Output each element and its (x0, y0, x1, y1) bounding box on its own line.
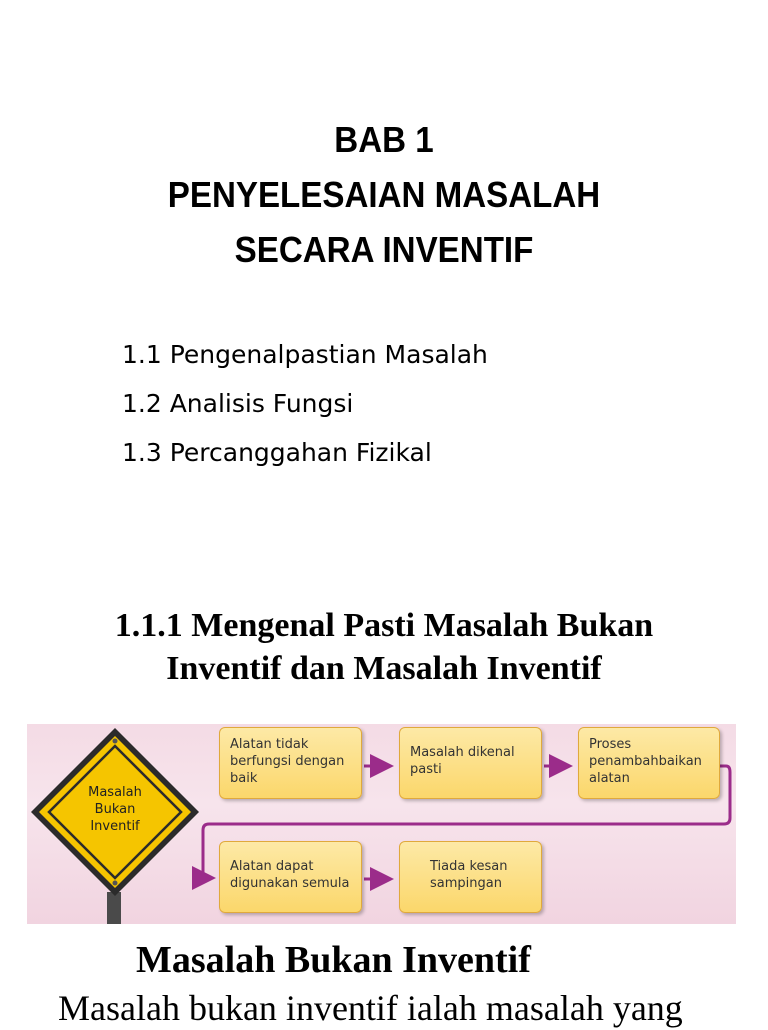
flow-step-box: Masalah dikenal pasti (399, 727, 542, 799)
section-heading (0, 604, 768, 690)
flow-step-box: Proses penambahbaikan alatan (578, 727, 720, 799)
flow-step-box: Alatan tidak berfungsi dengan baik (219, 727, 362, 799)
chapter-number: BAB 1 (334, 119, 434, 160)
chapter-title-line-2: SECARA INVENTIF (234, 229, 534, 270)
topic-list (122, 330, 682, 477)
body-paragraph: Masalah bukan inventif ialah masalah yang (58, 988, 683, 1028)
flow-step-box: Tiada kesan sampingan (399, 841, 542, 913)
chapter-title (0, 112, 768, 277)
flow-step-box: Alatan dapat digunakan semula (219, 841, 362, 913)
section-heading-line-2: Inventif dan Masalah Inventif (166, 650, 602, 687)
process-flow-diagram (27, 724, 736, 924)
sub-heading: Masalah Bukan Inventif (136, 939, 531, 981)
section-heading-line-1: 1.1.1 Mengenal Pasti Masalah Bukan (114, 607, 654, 644)
warning-sign-label: Masalah Bukan Inventif (88, 785, 142, 834)
topic-item: 1.3 Percanggahan Fizikal (122, 438, 432, 467)
topic-item: 1.1 Pengenalpastian Masalah (122, 340, 488, 369)
topic-item: 1.2 Analisis Fungsi (122, 389, 354, 418)
chapter-title-line-1: PENYELESAIAN MASALAH (167, 174, 601, 215)
